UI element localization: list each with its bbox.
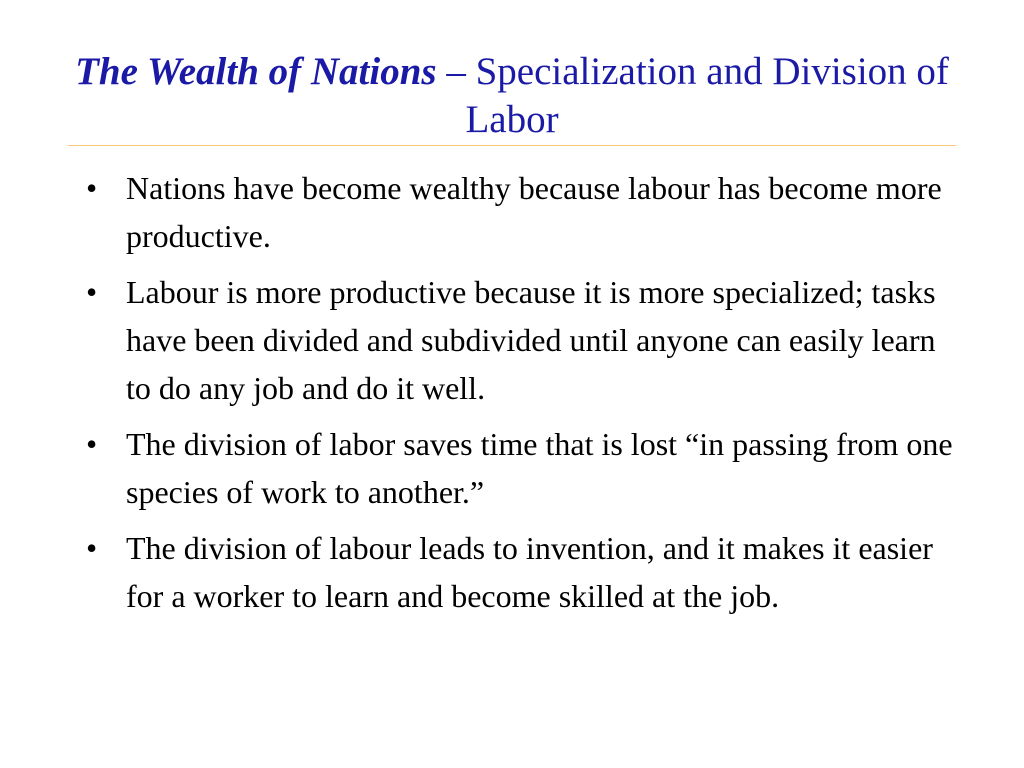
bullet-text: Labour is more productive because it is more specialized; tasks have been divided and subdivided until anyone can easily learn to do any job and do it well. — [126, 274, 936, 406]
bullet-text: Nations have become wealthy because labour has become more productive. — [126, 170, 942, 254]
bullet-icon: • — [86, 274, 98, 310]
bullet-icon: • — [86, 426, 98, 462]
bullet-text: The division of labour leads to invention, and it makes it easier for a worker to learn and become skilled at the job. — [126, 530, 933, 614]
bullet-text: The division of labor saves time that is lost “in passing from one species of work to another.” — [126, 426, 953, 510]
slide-title — [60, 48, 964, 143]
bullet-item — [86, 524, 956, 620]
title-subtitle: – Specialization and Division of Labor — [436, 50, 949, 141]
bullet-item — [86, 164, 956, 260]
bullet-icon: • — [86, 530, 98, 566]
bullet-icon: • — [86, 170, 98, 206]
bullet-list — [86, 164, 956, 628]
bullet-item — [86, 420, 956, 516]
bullet-item — [86, 268, 956, 412]
title-divider — [68, 145, 956, 146]
title-book-name: The Wealth of Nations — [75, 50, 437, 93]
